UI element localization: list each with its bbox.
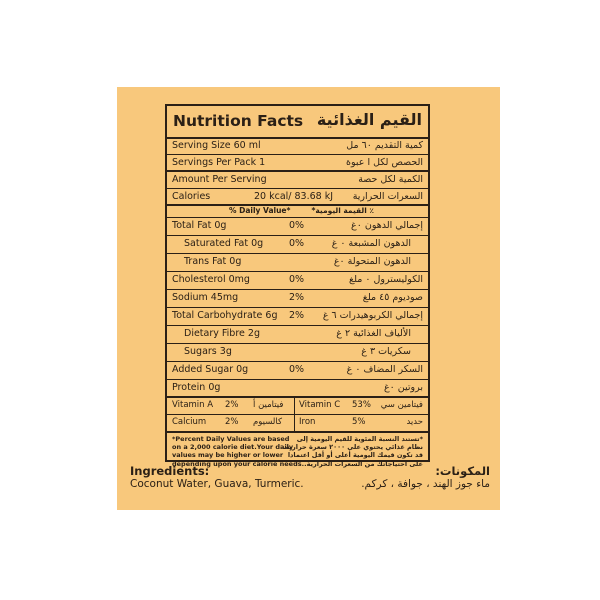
daily-value-en: % Daily Value* xyxy=(229,206,291,215)
footnote-ar: *تستند النسبة المئوية للقيم اليومية إلى نظام غذائي يحتوي على ٢٠٠٠ سعرة حرارية. قد تكون قيمك اليومية أعلى أو أقل اعتمادا على احتياجاتك من السعرات الحرارية. xyxy=(283,435,423,468)
nutrient-ar: الدهون المشبعة ٠ غ xyxy=(331,238,411,249)
calories-en: Calories xyxy=(172,191,211,202)
vitamin-left-pct: 2% xyxy=(225,417,239,427)
amount-per-serving-en: Amount Per Serving xyxy=(172,174,267,185)
daily-value-row xyxy=(167,205,428,216)
nutrient-ar: صوديوم ٤٥ ملغ xyxy=(362,292,423,303)
nutrient-ar: الألياف الغذائية ٢ غ xyxy=(336,328,411,339)
nutrient-ar: سكريات ٣ غ xyxy=(361,346,411,357)
nutrient-en: Saturated Fat 0g xyxy=(184,238,264,249)
nutrient-row xyxy=(167,271,428,288)
amount-per-serving-row xyxy=(167,171,428,188)
title-en: Nutrition Facts xyxy=(173,112,304,130)
serving-size-en: Serving Size 60 ml xyxy=(172,140,261,151)
nutrient-dv: 0% xyxy=(289,220,305,231)
nutrient-dv: 0% xyxy=(289,364,305,375)
nutrient-en: Dietary Fibre 2g xyxy=(184,328,260,339)
nutrient-en: Sugars 3g xyxy=(184,346,232,357)
nutrient-ar: إجمالي الدهون ٠غ xyxy=(351,220,423,231)
ingredients-en xyxy=(130,464,304,490)
vitamin-right-en: Iron xyxy=(299,417,316,427)
calories-row xyxy=(167,188,428,205)
daily-value-ar: ٪ القيمة اليومية* xyxy=(311,206,374,215)
amount-per-serving-ar: الكمية لكل حصة xyxy=(358,174,423,185)
ingredients-title-en: Ingredients: xyxy=(130,464,210,478)
vitamin-right-ar: فيتامين سي xyxy=(380,400,423,410)
vitamin-right-en: Vitamin C xyxy=(299,400,341,410)
nutrient-row xyxy=(167,325,428,342)
vitamin-row xyxy=(167,414,428,431)
nutrient-row xyxy=(167,343,428,360)
vitamin-right-pct: 5% xyxy=(352,417,366,427)
serving-size-ar: كمية التقديم ٦٠ مل xyxy=(346,140,423,151)
nutrient-ar: السكر المضاف ٠ غ xyxy=(346,364,423,375)
nutrition-facts-label xyxy=(165,104,430,468)
vitamin-left-en: Calcium xyxy=(172,417,207,427)
nutrient-ar: إجمالي الكربوهيدرات ٦ غ xyxy=(322,310,423,321)
nutrient-dv: 2% xyxy=(289,292,305,303)
nutrient-row xyxy=(167,235,428,252)
serving-size-row xyxy=(167,137,428,154)
vitamin-right-pct: 53% xyxy=(352,400,371,410)
vitamin-left-ar: فيتامين أ xyxy=(253,400,284,410)
vitamin-left-en: Vitamin A xyxy=(172,400,214,410)
nutrient-row xyxy=(167,379,428,396)
calories-value: 20 kcal/ 83.68 kJ xyxy=(254,191,334,202)
vitamin-row xyxy=(167,397,428,414)
ingredients-title-ar: المكونات: xyxy=(435,464,490,478)
vitamin-left-ar: كالسيوم xyxy=(253,417,283,427)
nutrient-en: Added Sugar 0g xyxy=(172,364,249,375)
nutrient-en: Total Fat 0g xyxy=(172,220,227,231)
servings-per-pack-row xyxy=(167,154,428,171)
nutrient-row xyxy=(167,361,428,378)
nutrient-en: Total Carbohydrate 6g xyxy=(172,310,278,321)
calories-ar: السعرات الحرارية xyxy=(352,191,423,202)
servings-per-pack-en: Servings Per Pack 1 xyxy=(172,157,266,168)
nutrient-en: Protein 0g xyxy=(172,382,221,393)
ingredients-ar xyxy=(361,464,490,490)
nutrient-row xyxy=(167,307,428,324)
title-ar: القيم الغذائية xyxy=(316,110,422,129)
nutrient-ar: الدهون المتحولة ٠غ xyxy=(333,256,411,267)
vitamin-right-ar: حديد xyxy=(406,417,423,427)
ingredients-text-ar: ماء جوز الهند ، جوافة ، كركم. xyxy=(361,478,490,490)
servings-per-pack-ar: الحصص لكل ا عبوة xyxy=(346,157,423,168)
nutrient-en: Trans Fat 0g xyxy=(184,256,242,267)
nutrient-row xyxy=(167,217,428,234)
nutrient-dv: 0% xyxy=(289,238,305,249)
nutrient-dv: 2% xyxy=(289,310,305,321)
nutrient-row xyxy=(167,253,428,270)
nutrient-ar: بروتين ٠غ xyxy=(383,382,423,393)
nutrient-en: Cholesterol 0mg xyxy=(172,274,250,285)
label-header xyxy=(167,106,428,139)
ingredients-text-en: Coconut Water, Guava, Turmeric. xyxy=(130,478,304,490)
nutrient-ar: الكوليسترول ٠ ملغ xyxy=(349,274,423,285)
nutrient-row xyxy=(167,289,428,306)
vitamin-left-pct: 2% xyxy=(225,400,239,410)
footnote-en: *Percent Daily Values are based on a 2,000 calorie diet.Your daily values may be higher or lower depending upon your calorie needs. xyxy=(172,435,305,468)
nutrient-en: Sodium 45mg xyxy=(172,292,239,303)
nutrient-dv: 0% xyxy=(289,274,305,285)
